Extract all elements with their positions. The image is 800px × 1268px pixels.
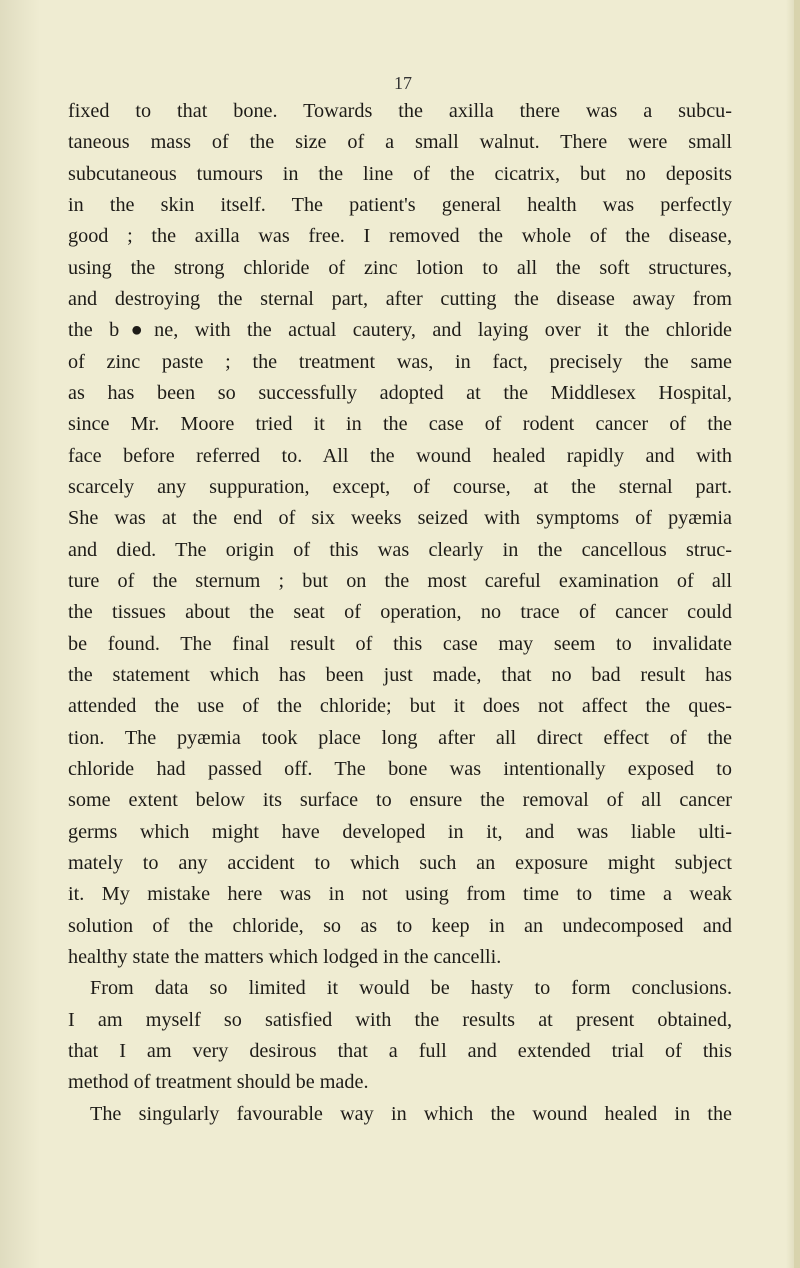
text-line: solution of the chloride, so as to keep in an undecomposed and: [68, 914, 732, 937]
text-line: some extent below its surface to ensure the removal of all cancer: [68, 789, 732, 812]
text-line: in the skin itself. The patient's general health was perfectly: [68, 193, 732, 216]
text-line: and died. The origin of this was clearly in the cancellous struc-: [68, 538, 732, 561]
text-line: mately to any accident to which such an exposure might subject: [68, 851, 732, 874]
text-line: the tissues about the seat of operation, no trace of cancer could: [68, 601, 732, 624]
text-line: that I am very desirous that a full and extended trial of this: [68, 1039, 732, 1062]
page-edge: [794, 0, 800, 1268]
text-line: fixed to that bone. Towards the axilla there was a subcu-: [68, 100, 732, 122]
text-line: since Mr. Moore tried it in the case of rodent cancer of the: [68, 413, 732, 436]
text-line: chloride had passed off. The bone was intentionally exposed to: [68, 757, 732, 780]
text-line: using the strong chloride of zinc lotion to all the soft structures,: [68, 256, 732, 279]
text-line: She was at the end of six weeks seized with symptoms of pyæmia: [68, 507, 732, 530]
text-line: healthy state the matters which lodged in the cancelli.: [68, 945, 502, 968]
body-text: [68, 96, 732, 1130]
text-line: method of treatment should be made.: [68, 1071, 369, 1094]
text-line: germs which might have developed in it, and was liable ulti-: [68, 820, 732, 843]
text-line: subcutaneous tumours in the line of the cicatrix, but no deposits: [68, 162, 732, 185]
text-line: as has been so successfully adopted at the Middlesex Hospital,: [68, 381, 732, 404]
text-line: The singularly favourable way in which the wound healed in the: [90, 1102, 732, 1125]
text-line: ture of the sternum ; but on the most careful examination of all: [68, 569, 732, 592]
text-line: From data so limited it would be hasty to form conclusions.: [90, 977, 732, 1000]
text-line: taneous mass of the size of a small walnut. There were small: [68, 131, 732, 154]
text-line: attended the use of the chloride; but it does not affect the ques-: [68, 695, 732, 718]
text-line: face before referred to. All the wound healed rapidly and with: [68, 444, 732, 467]
text-line: tion. The pyæmia took place long after all direct effect of the: [68, 726, 732, 749]
text-line: I am myself so satisfied with the results at present obtained,: [68, 1008, 732, 1031]
text-line: the statement which has been just made, that no bad result has: [68, 663, 732, 686]
text-line: good ; the axilla was free. I removed the whole of the disease,: [68, 225, 732, 248]
text-line: it. My mistake here was in not using from time to time a weak: [68, 883, 732, 906]
text-line: scarcely any suppuration, except, of course, at the sternal part.: [68, 475, 732, 498]
text-line: of zinc paste ; the treatment was, in fact, precisely the same: [68, 350, 732, 373]
text-line: and destroying the sternal part, after cutting the disease away from: [68, 287, 732, 310]
page-number: 17: [394, 73, 412, 93]
text-line: be found. The final result of this case may seem to invalidate: [68, 632, 732, 655]
text-line: the b●ne, with the actual cautery, and laying over it the chloride: [68, 319, 732, 342]
